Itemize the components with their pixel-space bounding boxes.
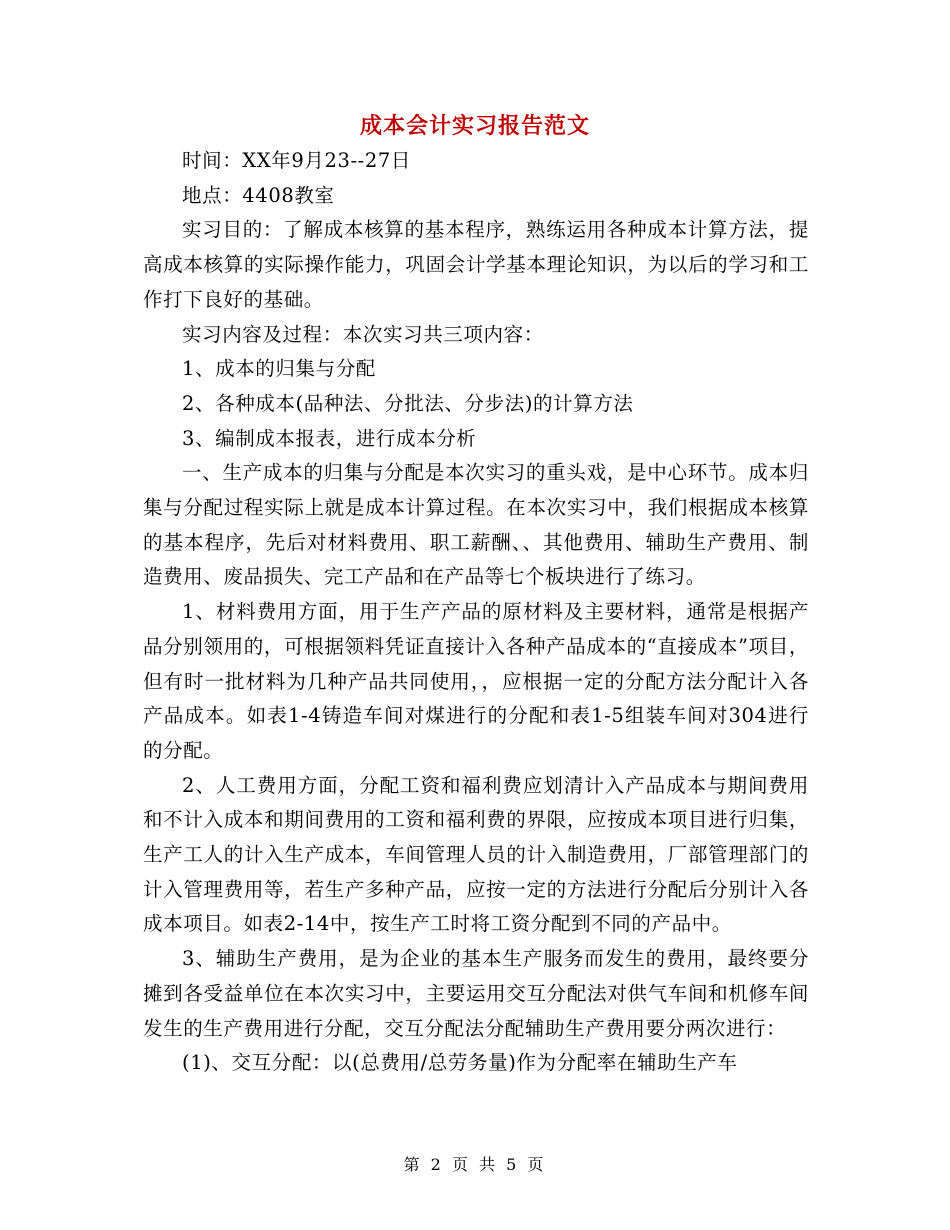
- paragraph-location: 地点：4408教室: [182, 183, 335, 207]
- paragraph-section-one: 一、生产成本的归集与分配是本次实习的重头戏，是中心环节。成本归集与分配过程实际上就是成本计算过程。在本次实习中，我们根据成本核算的基本程序，先后对材料费用、职工薪酬、、其他费用、辅助生产费用、制造费用、废品损失、完工产品和在产品等七个板块进行了练习。: [143, 461, 809, 589]
- paragraph-auxiliary-costs: 3、辅助生产费用，是为企业的基本生产服务而发生的费用，最终要分摊到各受益单位在本次实习中，主要运用交互分配法对供气车间和机修车间发生的生产费用进行分配，交互分配法分配辅助生产费用要分两次进行：: [143, 947, 809, 1040]
- list-item: 3、编制成本报表，进行成本分析: [182, 426, 477, 450]
- document-body: [143, 144, 809, 1081]
- paragraph-material-costs: 1、材料费用方面，用于生产产品的原材料及主要材料，通常是根据产品分别领用的，可根据领料凭证直接计入各种产品成本的“直接成本”项目，但有时一批材料为几种产品共同使用，，应根据一定的分配方法分配计入各产品成本。如表1-4铸造车间对煤进行的分配和表1-5组装车间对304进行的分配。: [143, 600, 809, 762]
- paragraph-labor-costs: 2、人工费用方面，分配工资和福利费应划清计入产品成本与期间费用和不计入成本和期间费用的工资和福利费的界限，应按成本项目进行归集，生产工人的计入生产成本，车间管理人员的计入制造费用，厂部管理部门的计入管理费用等，若生产多种产品，应按一定的方法进行分配后分别计入各成本项目。如表2-14中，按生产工时将工资分配到不同的产品中。: [143, 773, 809, 936]
- paragraph-content-intro: 实习内容及过程：本次实习共三项内容：: [182, 322, 544, 346]
- list-item: 2、各种成本(品种法、分批法、分步法)的计算方法: [182, 391, 634, 415]
- document-title: 成本会计实习报告范文: [359, 113, 590, 139]
- paragraph-purpose: 实习目的：了解成本核算的基本程序，熟练运用各种成本计算方法，提高成本核算的实际操作能力，巩固会计学基本理论知识，为以后的学习和工作打下良好的基础。: [143, 218, 809, 311]
- page-number-footer: 第 2 页 共 5 页: [403, 1155, 547, 1174]
- list-item: 1、成本的归集与分配: [182, 357, 376, 381]
- paragraph-time: 时间：XX年9月23--27日: [182, 149, 411, 172]
- paragraph-reciprocal-allocation: (1)、交互分配：以(总费用/总劳务量)作为分配率在辅助生产车: [182, 1051, 738, 1075]
